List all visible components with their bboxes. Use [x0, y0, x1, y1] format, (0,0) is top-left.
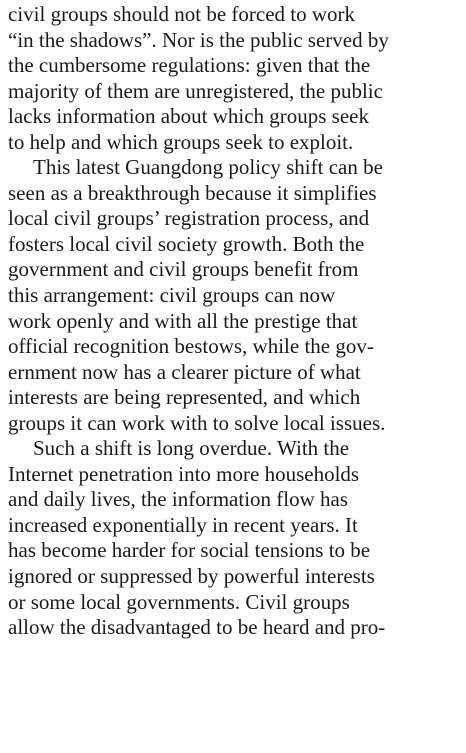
text-line: official recognition bestows, while the gov- — [8, 334, 374, 359]
text-line: this arrangement: civil groups can now — [8, 283, 336, 308]
text-line: increased exponentially in recent years. It — [8, 512, 358, 537]
text-line: allow the disadvantaged to be heard and pro- — [8, 615, 386, 640]
text-line: majority of them are unregistered, the public — [8, 78, 383, 103]
text-line: groups it can work with to solve local issues. — [8, 410, 386, 435]
text-line: interests are being represented, and which — [8, 385, 361, 410]
text-line: government and civil groups benefit from — [8, 257, 359, 282]
text-line: fosters local civil society growth. Both the — [8, 231, 365, 256]
text-line: ernment now has a clearer picture of what — [8, 359, 361, 384]
text-line: or some local governments. Civil groups — [8, 589, 350, 614]
text-line: Internet penetration into more households — [8, 461, 360, 486]
text-line: “in the shadows”. Nor is the public served by — [8, 27, 389, 52]
text-line: work openly and with all the prestige that — [8, 308, 358, 333]
text-line: ignored or suppressed by powerful interests — [8, 564, 375, 589]
text-line: and daily lives, the information flow has — [8, 487, 349, 512]
paragraph-start-line: Such a shift is long overdue. With the — [33, 436, 350, 461]
text-line: seen as a breakthrough because it simplifies — [8, 180, 377, 205]
text-line: lacks information about which groups seek — [8, 104, 369, 129]
paragraph-start-line: This latest Guangdong policy shift can be — [33, 155, 383, 180]
text-line: the cumbersome regulations: given that the — [8, 53, 371, 78]
article-column — [8, 2, 460, 641]
text-line: civil groups should not be forced to work — [8, 2, 356, 26]
text-line: to help and which groups seek to exploit. — [8, 129, 354, 154]
text-line: has become harder for social tensions to be — [8, 538, 371, 563]
text-line: local civil groups’ registration process, and — [8, 206, 370, 231]
